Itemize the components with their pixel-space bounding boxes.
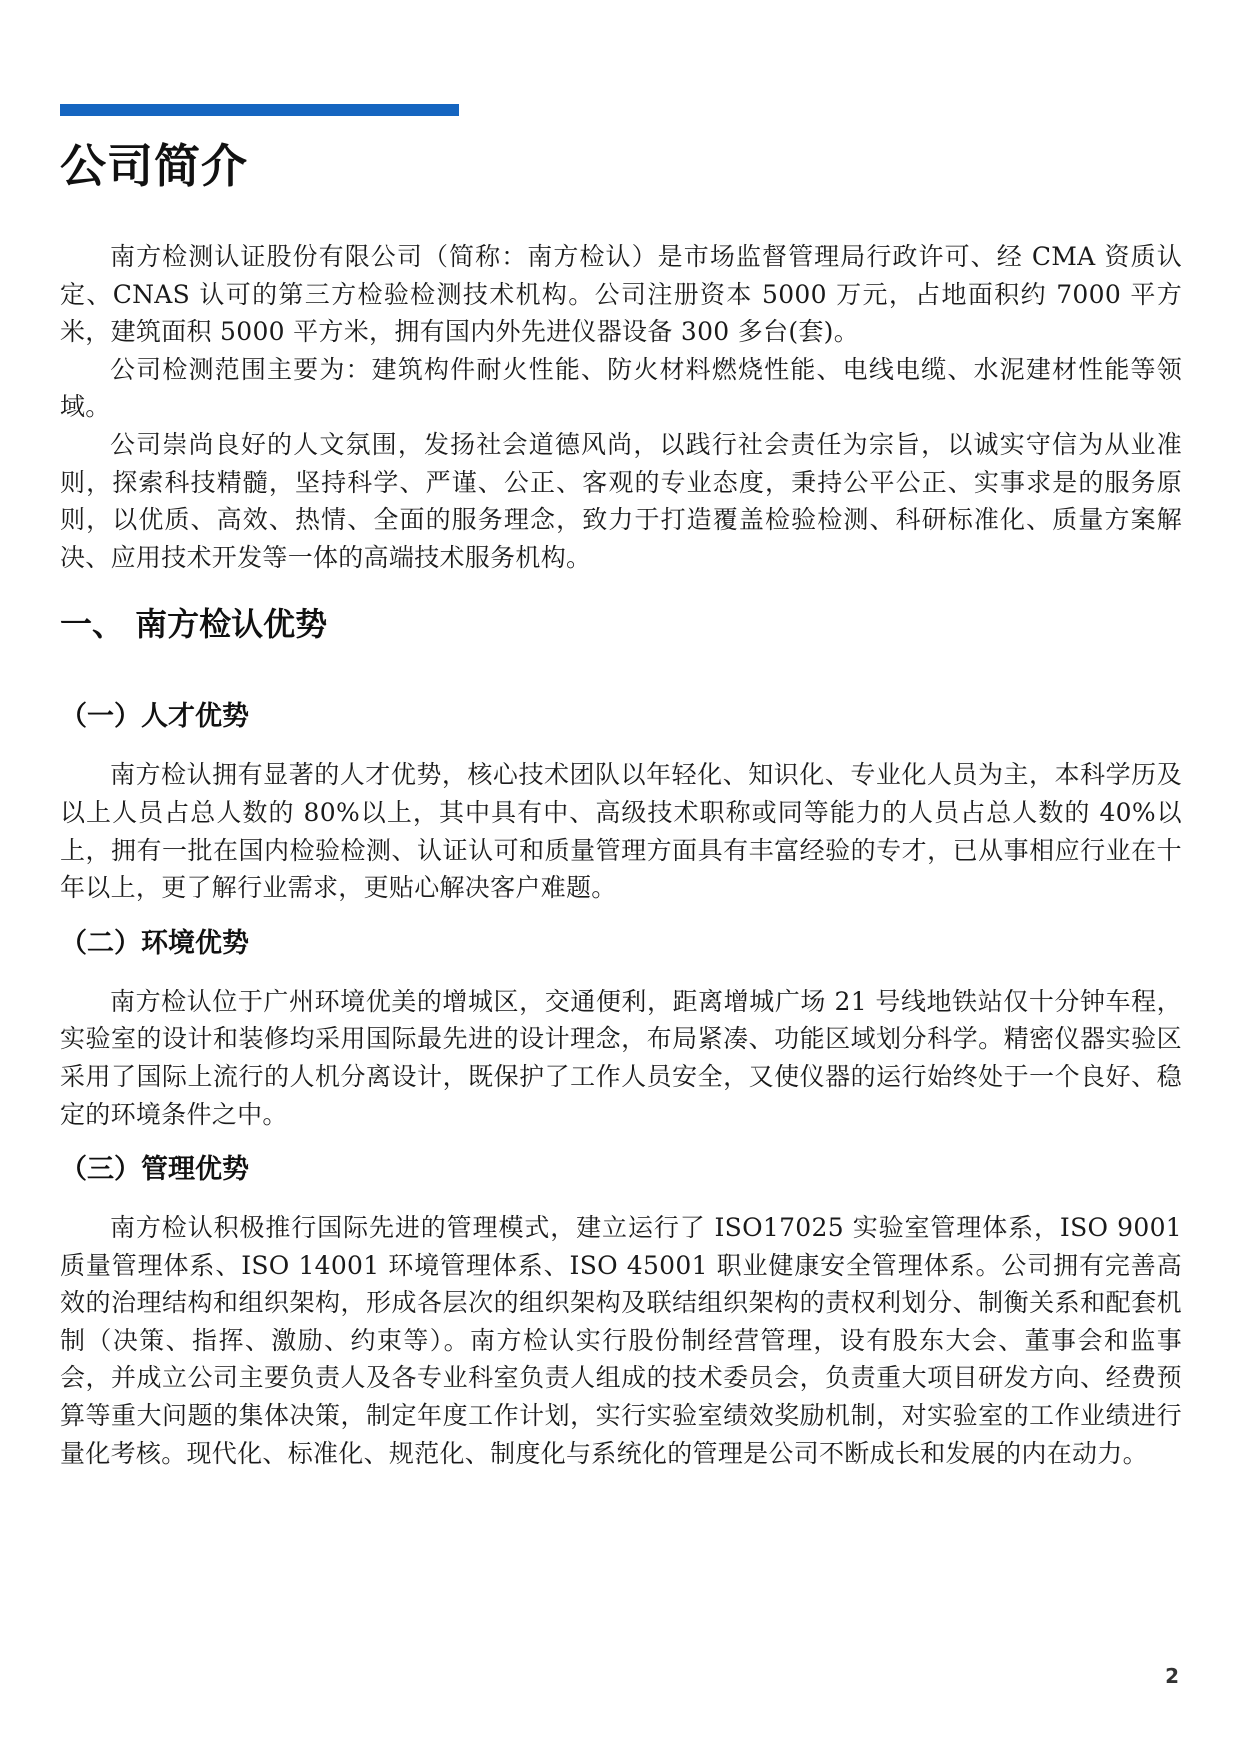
document-body: [60, 238, 1182, 1472]
intro-paragraph-2: 公司检测范围主要为：建筑构件耐火性能、防火材料燃烧性能、电线电缆、水泥建材性能等领域。: [60, 354, 1182, 422]
title-accent-bar: [60, 104, 459, 116]
page-title: 公司简介: [60, 139, 248, 193]
section-heading-advantages: 一、 南方检认优势: [60, 605, 328, 644]
management-paragraph: 南方检认积极推行国际先进的管理模式，建立运行了 ISO17025 实验室管理体系，ISO 9001 质量管理体系、ISO 14001 环境管理体系、ISO 45001 职业健康安全管理体系。公司拥有完善高效的治理结构和组织架构，形成各层次的组织架构及联结组织架构的责权利划分、制衡关系和配套机制（决策、指挥、激励、约束等）。南方检认实行股份制经营管理，设有股东大会、董事会和监事会，并成立公司主要负责人及各专业科室负责人组成的技术委员会，负责重大项目研发方向、经费预算等重大问题的集体决策，制定年度工作计划，实行实验室绩效奖励机制，对实验室的工作业绩进行量化考核。现代化、标准化、规范化、制度化与系统化的管理是公司不断成长和发展的内在动力。: [60, 1213, 1182, 1468]
subsection-heading-management: （三）管理优势: [60, 1154, 249, 1186]
environment-paragraph: 南方检认位于广州环境优美的增城区，交通便利，距离增城广场 21 号线地铁站仅十分钟车程，实验室的设计和装修均采用国际最先进的设计理念，布局紧凑、功能区域划分科学。精密仪器实验区采用了国际上流行的人机分离设计，既保护了工作人员安全，又使仪器的运行始终处于一个良好、稳定的环境条件之中。: [60, 986, 1182, 1129]
page-number: 2: [1165, 1664, 1179, 1688]
talent-paragraph: 南方检认拥有显著的人才优势，核心技术团队以年轻化、知识化、专业化人员为主，本科学历及以上人员占总人数的 80%以上，其中具有中、高级技术职称或同等能力的人员占总人数的 40%以上，拥有一批在国内检验检测、认证认可和质量管理方面具有丰富经验的专才，已从事相应行业在十年以上，更了解行业需求，更贴心解决客户难题。: [60, 760, 1182, 903]
subsection-heading-talent: （一）人才优势: [60, 701, 249, 733]
subsection-heading-environment: （二）环境优势: [60, 927, 249, 959]
intro-paragraph-1: 南方检测认证股份有限公司（简称：南方检认）是市场监督管理局行政许可、经 CMA 资质认定、CNAS 认可的第三方检验检测技术机构。公司注册资本 5000 万元，占地面积约 7000 平方米，建筑面积 5000 平方米，拥有国内外先进仪器设备 300 多台(套)。: [60, 242, 1182, 347]
intro-paragraph-3: 公司崇尚良好的人文氛围，发扬社会道德风尚，以践行社会责任为宗旨，以诚实守信为从业准则，探索科技精髓，坚持科学、严谨、公正、客观的专业态度，秉持公平公正、实事求是的服务原则，以优质、高效、热情、全面的服务理念，致力于打造覆盖检验检测、科研标准化、质量方案解决、应用技术开发等一体的高端技术服务机构。: [60, 429, 1182, 572]
